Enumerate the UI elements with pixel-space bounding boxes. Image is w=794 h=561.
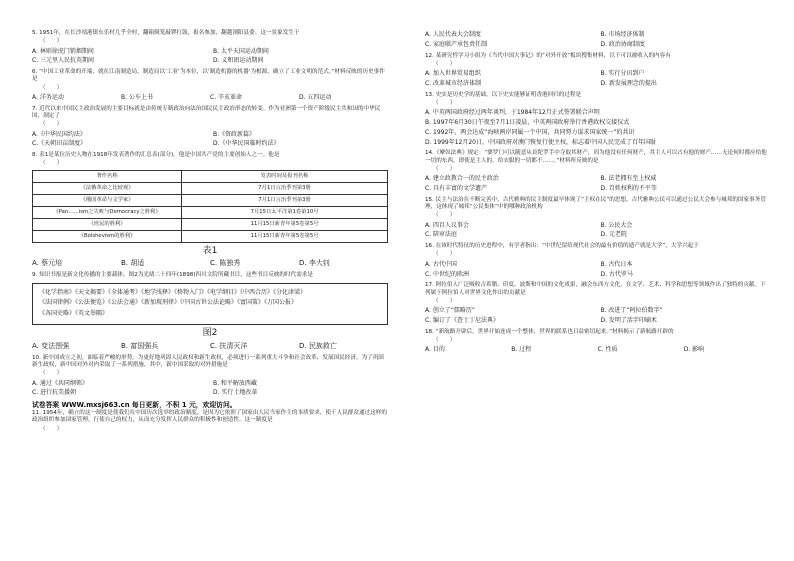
options [32, 94, 388, 102]
answer-blank: （ ） [40, 370, 63, 377]
question-stem: 9. 知识书报是新文化传播的主要载体，图2为光绪二十四年(1898)四川文院所藏书目，这些书目反映的时代需求是 [32, 272, 313, 279]
table-row [33, 194, 388, 206]
option-b: B.《资政新篇》 [213, 130, 256, 138]
options [32, 380, 388, 398]
question-stem: 11. 1954年，确立的这一制度是使我们在中国历次选举的政治制度，是因为它依照了国家由人民当家作主的本质要求，使千人民群众通过这样的政治组织参加国家管理，行使自己的权力，从而充分发挥人民群众的积极性和创造性。这一制度是 [32, 410, 387, 424]
question-8 [32, 152, 388, 268]
option-d: D. 李大钊 [299, 259, 330, 268]
option-b: B. 1997年6月30日午夜至7月1日凌晨，中英两国政府举行香港政权交接仪式 [425, 119, 630, 127]
option-c: C. 家庭联产承包责任制 [425, 40, 488, 48]
option-b: B. 改进了“阿拉伯数字” [600, 307, 663, 315]
option-a: A. 目的 [425, 346, 445, 354]
answer-blank: （ ） [40, 84, 63, 91]
answer-blank: （ ） [433, 337, 456, 343]
table-header: 发表时间及报刊名称 [182, 170, 388, 182]
option-a: A. 洋务运动 [32, 93, 64, 101]
question-stem: 6. “中国工业革命的开端，就在江南制造局，制造局以‘工业’为本位，以‘制造机器的机器’为根源，确立了工业文明的范式。”材料反映的历史事件是 [32, 69, 385, 83]
option-c: C. 陪审法庭 [425, 231, 458, 239]
option-b: B. 太平天国运动期间 [213, 47, 269, 55]
option-c: C. 扶清灭洋 [210, 341, 248, 350]
table-cell: 《Bolshevism的胜利》 [33, 230, 182, 242]
option-d: D. 古代罗马 [600, 270, 633, 278]
table-cell: 7月1日言治季刊第3册 [182, 194, 388, 206]
answer-blank: （ ） [433, 251, 456, 258]
option-b: B. 公车上书 [121, 93, 153, 101]
figure-caption: 图2 [202, 328, 218, 339]
question-6 [32, 69, 388, 102]
answer-blank: （ ） [433, 60, 456, 67]
table-cell: 11月15日新青年第5卷第5号 [182, 230, 388, 242]
question-stem: 10. 新中国成立之初，面临着严峻的形势，为更好地巩固人民政权和新生政权，必须进行一系列重大斗争和社会改革，发展国民经济。为了巩固新生政权，新中国对外对内采取了一系列措施，其中，新中国采取的对外措施是 [32, 354, 384, 369]
question-13 [425, 92, 770, 147]
options [425, 307, 770, 325]
figure-line: 《各国史略》《英文举隅》 [39, 310, 109, 318]
table-row [33, 230, 388, 242]
question-17 [425, 282, 770, 324]
option-b: B. 古代日本 [600, 260, 633, 268]
option-d: D. 五四运动 [299, 93, 332, 101]
question-10 [32, 355, 388, 397]
question-18 [425, 329, 770, 354]
answer-blank: （ ） [433, 99, 456, 106]
options [32, 259, 388, 268]
option-a: A. 蔡元培 [32, 259, 63, 268]
answer-blank: （ ） [433, 165, 456, 172]
table-header-row [33, 170, 388, 182]
question-stem: 14.《摩奴法典》规定：“婆罗门可以随意从首陀罗手中夺取其财产，因为他没有任何财产，其主人可以占有他的财产……无论何时都应给他一切的东西，即使是主人的，给衣服的一切都不……。”材料所反映的是 [425, 150, 767, 164]
question-stem: 5. 1951年，在长沙靖港镇东乐村几乎全村，翻箱倒笼敲锣打鼓，报名参加，翻越浏阳县委。这一景象发生于 [32, 30, 300, 36]
option-a: A. 加入世界贸易组织 [425, 70, 481, 78]
table-cell: 《庶民的胜利》 [33, 218, 182, 230]
option-a: A. 通过《共同纲领》 [32, 379, 88, 387]
option-b: B. 富国强兵 [121, 341, 159, 350]
option-d: D. 政治协商制度 [600, 40, 645, 48]
left-column [32, 30, 388, 435]
option-a: A. 林则徐虎门销烟期间 [32, 47, 94, 55]
question-stem: 17. 阿拉伯人广泛吸收古希腊、印度、波斯和中国的文化成果，融会东西方文化，在文学、艺术、科学和思想等领域作出了独特的贡献。下列属于阿拉伯人对世界文化作出的贡献是 [425, 282, 766, 296]
question-stem: 15. 民主与法治在不断完善中，古代雅典的民主制度最早体现了“主权在民”的思想，古代雅典公民可以通过公民大会参与城邦的国家事务管理，这体现了城邦“公民集体”中的哪种政治机构 [425, 196, 766, 211]
options [425, 175, 770, 193]
works-table [32, 170, 388, 243]
answer-blank: （ ） [40, 38, 63, 45]
option-d: D. 影响 [683, 346, 705, 354]
table-row [33, 206, 388, 218]
question-stem: 8. 表1是某位历史人物在1918年发表著作的汇总表(部分)。他是中国共产党的主要创始人之一。他是 [32, 152, 280, 159]
table-header: 著作名称 [33, 170, 182, 182]
figure-line: 《化学指南》《天文揭要》《全体通考》《地学浅释》《格物入门》《电学纲目》《中西合历》《分化津梁》 [39, 288, 307, 296]
options [32, 131, 388, 149]
table-cell: 《法俄革命之比较观》 [33, 182, 182, 194]
option-c: C. 1992年，两会达成“海峡两岸同属一个中国，共同努力谋求国家统一”的共识 [425, 128, 635, 136]
table-cell: 11月15日新青年第5卷第5号 [182, 218, 388, 230]
option-d: D. 实行土地改革 [213, 389, 258, 397]
option-c: C. 中世纪的欧洲 [425, 270, 470, 278]
answer-blank: （ ） [433, 212, 456, 219]
option-d: D.《中华民国临时约法》 [213, 140, 280, 148]
options [32, 48, 388, 66]
question-stem: 16. 在该时代特征的历史进程中，有学者指出：“中世纪留给现代社会的最有价值的遗产就是大学”，大学兴起于 [425, 243, 699, 250]
booklist-figure [32, 283, 388, 325]
question-15 [425, 197, 770, 239]
option-a: A. 建立政教合一的民主政治 [425, 175, 499, 183]
option-b: B. 和平解放西藏 [213, 379, 257, 387]
question-11 [32, 410, 388, 433]
option-a: A.《中华民国约法》 [32, 130, 86, 138]
option-c: C. 三元里人民抗英期间 [32, 57, 95, 65]
option-d: D. 民族救亡 [299, 341, 337, 350]
right-column [425, 30, 770, 358]
question-7 [32, 106, 388, 148]
option-d: D. 1999年12月20日，中国政府对澳门恢复行使主权，标志着中国人民完成了百年国耻 [425, 138, 656, 146]
table-cell: 《Pan……ism之失败与Democracy之胜利》 [33, 206, 182, 218]
option-d: D. 义和团运动期间 [213, 57, 264, 65]
question-stem: 12. 某研究性学习小组为《当代中国大事记》的“对外开放”板块搜集材料，以下可以被收入的内容有 [425, 52, 671, 59]
option-b: B. 法老拥有至上权威 [600, 175, 657, 183]
question-stem: 7. 近代以来中国民主政治发展的主要目标就是由传统专制政治向法治国民民主政治形态的转变。作为亚洲第一个资产阶级民主共和国的中华民国，制定了 [32, 105, 381, 119]
table-cell: 7月1日言治季刊第3册 [182, 182, 388, 194]
option-c: C.《天朝田亩制度》 [32, 140, 87, 148]
option-c: C. 编订了《查士丁尼法典》 [425, 316, 500, 324]
option-a: A. 变法图强 [32, 341, 70, 350]
option-list [425, 109, 770, 146]
option-a: A. 古代中国 [425, 260, 457, 268]
option-b: B. 市场经济体制 [600, 31, 645, 38]
option-b: B. 公民大会 [600, 221, 633, 229]
table-cell: 7月15日太平洋第1卷第10号 [182, 206, 388, 218]
option-a: A. 创立了“儒略历” [425, 307, 476, 315]
question-16 [425, 243, 770, 278]
question-stem: 18. “新航路开辟后，世界开始连成一个整体，世界的联系也日益密切起来。”材料揭示了新航路开辟的 [425, 328, 674, 335]
options [425, 261, 770, 279]
options [425, 346, 770, 354]
option-d: D. 发明了活字印刷术 [600, 316, 657, 324]
question-5 [32, 30, 388, 65]
option-d: D. 元老院 [600, 231, 627, 239]
answer-blank: （ ） [433, 297, 456, 304]
option-d: D. 新发展理念的提出 [600, 79, 657, 87]
answer-blank: （ ） [40, 160, 63, 167]
question-stem: 13. 史实是历史学的基础。以下史实能够证明香港回归的过程是 [425, 91, 582, 98]
option-a: A. 四百人议事会 [425, 221, 469, 229]
figure-line: 《法国律例》《公法便览》《公法会通》《新加坡刑律》《中国古世公法论略》《富国策》《万国公报》 [39, 299, 298, 307]
question-14 [425, 150, 770, 192]
options [32, 342, 388, 351]
question-11-options [425, 31, 770, 49]
table-row [33, 218, 388, 230]
option-c: C. 陈独秀 [210, 259, 241, 268]
question-9 [32, 272, 388, 350]
option-c: C. 进行抗美援朝 [32, 389, 77, 397]
option-c: C. 辛亥革命 [210, 93, 243, 101]
option-a: A. 人民代表大会制度 [425, 31, 481, 38]
options [425, 222, 770, 240]
answer-blank: （ ） [40, 121, 63, 128]
promo-banner: 试卷答案 WWW.mxsj663.cn 每日更新，不积 1 元，欢迎访问。 [32, 401, 237, 410]
option-b: B. 实行分田到户 [600, 70, 645, 78]
option-c: C. 具有丰富的文学遗产 [425, 185, 488, 193]
option-b: B. 胡适 [121, 259, 145, 268]
table-cell: 《俄国革命与文学家》 [33, 194, 182, 206]
option-b: B. 过程 [511, 346, 532, 354]
table-row [33, 182, 388, 194]
option-a: A. 中英两国政府经过两年谈判，于1984年12月正式签署联合声明 [425, 109, 600, 117]
option-c: C. 改革城市经济体制 [425, 79, 482, 87]
option-c: C. 性质 [597, 346, 618, 354]
answer-blank: （ ） [40, 425, 63, 432]
table-caption: 表1 [202, 245, 218, 256]
question-12 [425, 53, 770, 88]
options [425, 70, 770, 88]
option-d: D. 百姓权利的不平等 [600, 185, 657, 193]
